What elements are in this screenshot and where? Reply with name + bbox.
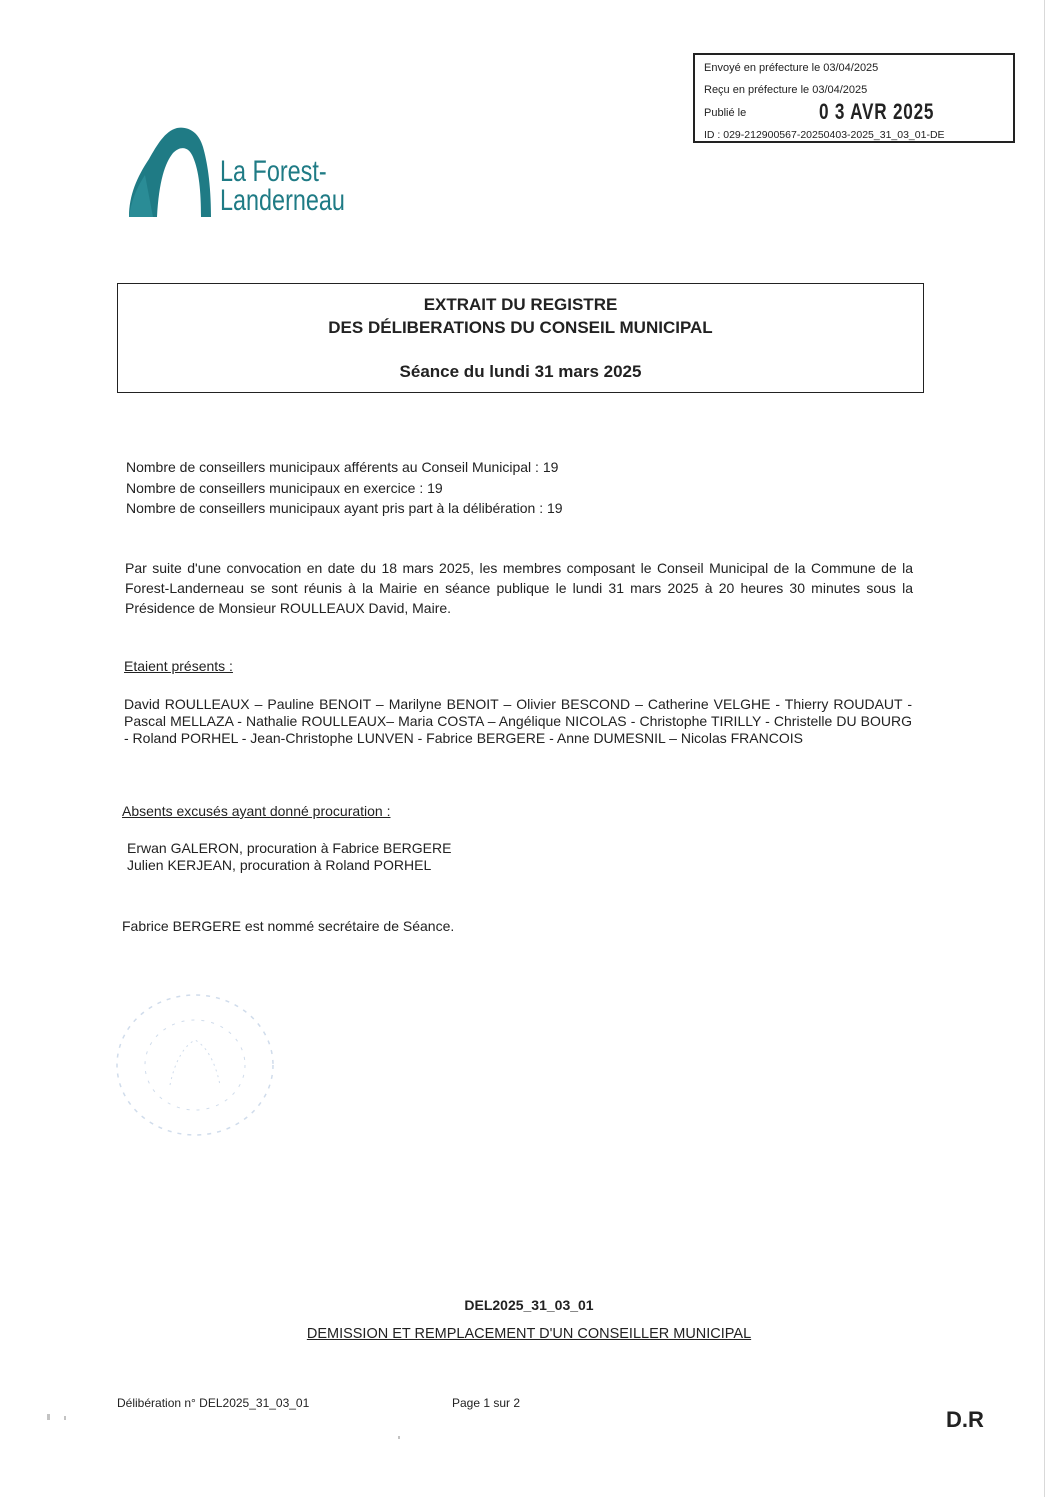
stamp-id-line: ID : 029-212900567-20250403-2025_31_03_01-DE bbox=[704, 129, 945, 141]
absent-item: Julien KERJEAN, procuration à Roland PORHEL bbox=[127, 857, 432, 873]
scan-edge-line bbox=[1044, 0, 1045, 1497]
count-afferents: Nombre de conseillers municipaux afférents au Conseil Municipal : 19 bbox=[126, 459, 559, 475]
scan-speck bbox=[398, 1436, 400, 1439]
stamp-published-date: 0 3 AVR 2025 bbox=[819, 99, 935, 124]
deliberation-title: DEMISSION ET REMPLACEMENT D'UN CONSEILLER MUNICIPAL bbox=[306, 1326, 752, 1342]
scan-speck bbox=[47, 1414, 50, 1420]
logo-line-1: La Forest- bbox=[220, 155, 327, 188]
footer-reference: Délibération n° DEL2025_31_03_01 bbox=[117, 1396, 310, 1410]
town-logo bbox=[127, 125, 367, 225]
present-heading: Etaient présents : bbox=[124, 658, 233, 674]
register-title: EXTRAIT DU REGISTRE bbox=[423, 295, 618, 314]
register-subtitle: DES DÉLIBERATIONS DU CONSEIL MUNICIPAL bbox=[328, 318, 713, 337]
present-names: David ROULLEAUX – Pauline BENOIT – Marilyne BENOIT – Olivier BESCOND – Catherine VELGHE - Thierry ROUDAUT - Pascal MELLAZA - Nathalie ROULLEAUX– Maria COSTA – Angélique NICOLAS - Christophe TIRILLY - Christelle DU BOURG - Roland PORHEL - Jean-Christophe LUNVEN - Fabrice BERGERE - Anne DUMESNIL – Nicolas FRANCOIS bbox=[124, 696, 912, 746]
prefecture-stamp bbox=[693, 53, 1015, 143]
faint-seal-icon bbox=[105, 985, 285, 1145]
town-name-logo-text bbox=[220, 157, 345, 215]
stamp-sent-line: Envoyé en préfecture le 03/04/2025 bbox=[704, 62, 879, 74]
count-participants: Nombre de conseillers municipaux ayant pris part à la délibération : 19 bbox=[126, 500, 563, 516]
handwritten-initials: D.R bbox=[946, 1407, 984, 1432]
deliberation-code: DEL2025_31_03_01 bbox=[464, 1297, 594, 1313]
count-exercice: Nombre de conseillers municipaux en exercice : 19 bbox=[126, 480, 443, 496]
convocation-paragraph: Par suite d'une convocation en date du 18 mars 2025, les membres composant le Conseil Municipal de la Commune de la Forest-Landerneau se sont réunis à la Mairie en séance publique le lundi 31 mars 2025 à 20 heures 30 minutes sous la Présidence de Monsieur ROULLEAUX David, Maire. bbox=[125, 560, 913, 616]
arch-logo-icon bbox=[127, 125, 217, 220]
session-date: Séance du lundi 31 mars 2025 bbox=[399, 362, 642, 381]
logo-line-2: Landerneau bbox=[220, 184, 345, 217]
footer-page-number: Page 1 sur 2 bbox=[452, 1396, 521, 1410]
secretary-line: Fabrice BERGERE est nommé secrétaire de Séance. bbox=[122, 918, 455, 934]
stamp-published-label: Publié le bbox=[704, 107, 747, 119]
scan-speck bbox=[64, 1416, 66, 1420]
absent-item: Erwan GALERON, procuration à Fabrice BERGERE bbox=[127, 840, 452, 856]
absent-heading: Absents excusés ayant donné procuration : bbox=[122, 803, 391, 819]
register-title-box bbox=[117, 283, 924, 393]
stamp-received-line: Reçu en préfecture le 03/04/2025 bbox=[704, 84, 868, 96]
